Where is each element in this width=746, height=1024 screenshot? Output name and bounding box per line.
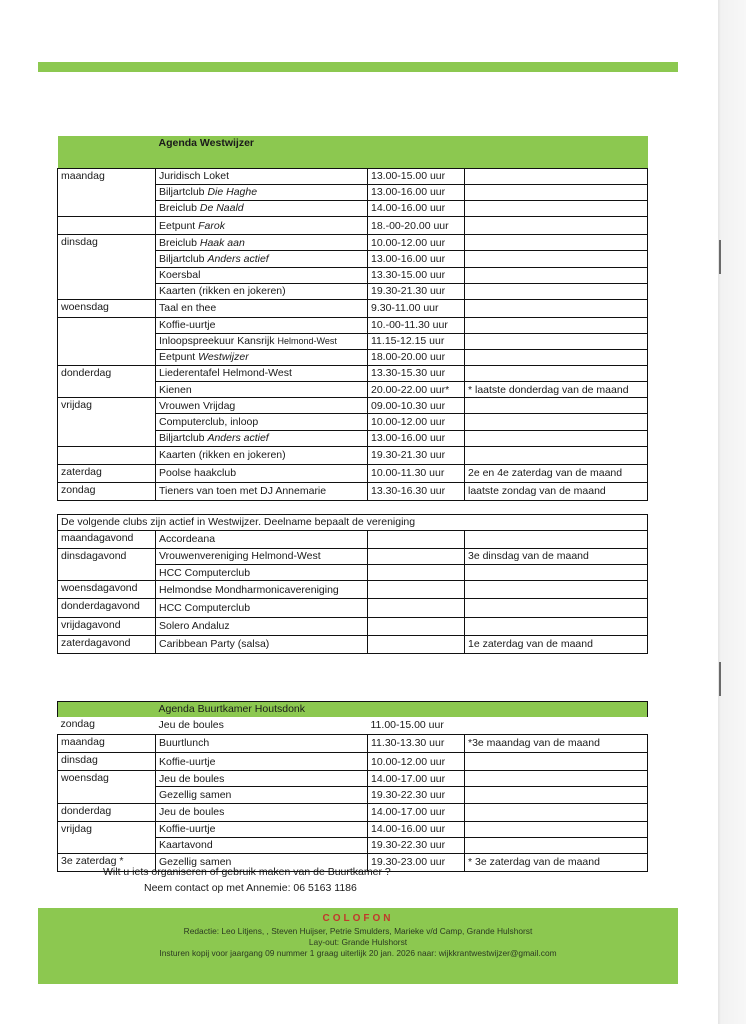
time-cell: 09.00-10.30 uur: [368, 398, 465, 414]
note-cell: [465, 837, 648, 853]
time-cell: 19.30-23.00 uur: [368, 853, 465, 871]
activity-cell: [156, 299, 368, 317]
activity-cell: [156, 430, 368, 446]
club-cell: Caribbean Party (salsa): [156, 635, 368, 653]
time-cell: 11.00-15.00 uur: [370, 719, 444, 732]
table-row: [58, 599, 648, 617]
binding-mark: [719, 240, 721, 274]
activity-name-italic: Die Haghe: [207, 186, 258, 199]
table-row: [58, 717, 648, 735]
note-cell: [465, 235, 648, 251]
day-cell: [58, 446, 156, 464]
page-edge: [718, 0, 746, 1024]
day-cell: dinsdag: [58, 235, 156, 299]
activity-name-italic: Anders actief: [207, 431, 269, 444]
activity-text: Eetpunt: [159, 351, 199, 364]
colofon-insturen: Insturen kopij voor jaargang 09 nummer 1 graag uiterlijk 20 jan. 2026 naar: wijkkrantwestwijzer@gmail.com: [159, 948, 557, 958]
activity-text: Breiclub: [159, 202, 200, 215]
activity-text: Biljartclub: [159, 252, 208, 265]
day-cell: dinsdag: [58, 753, 156, 771]
activity-text: Taal en thee: [159, 302, 217, 315]
colofon-layout: Lay-out: Grande Hulshorst: [308, 937, 408, 947]
note-cell: [465, 333, 648, 349]
activity-cell: [156, 382, 368, 398]
empty-cell: [368, 599, 465, 617]
activity-name-italic: Anders actief: [207, 252, 269, 265]
activity-cell: Jeu de boules: [156, 803, 368, 821]
activity-cell: [156, 201, 368, 217]
activity-name-italic: Farok: [198, 219, 225, 232]
day-cell: vrijdagavond: [58, 617, 156, 635]
time-cell: 11.15-12.15 uur: [368, 333, 465, 349]
activity-cell: Kaartavond: [156, 837, 368, 853]
time-cell: 13.30-15.30 uur: [368, 366, 465, 382]
club-cell: HCC Computerclub: [156, 565, 368, 581]
day-cell: woensdagavond: [58, 581, 156, 599]
club-cell: Helmondse Mondharmonicavereniging: [156, 581, 368, 599]
activity-cell: [156, 464, 368, 482]
note-cell: [465, 366, 648, 382]
day-cell: maandag: [58, 169, 156, 217]
table-header: [58, 136, 648, 169]
activity-cell: Koffie-uurtje: [156, 753, 368, 771]
table-row: [58, 549, 648, 565]
day-cell: maandagavond: [58, 531, 156, 549]
note-cell: [465, 803, 648, 821]
time-cell: 9.30-11.00 uur: [368, 299, 465, 317]
note-cell: [465, 201, 648, 217]
time-cell: 19.30-21.30 uur: [368, 446, 465, 464]
table-row: [58, 617, 648, 635]
activity-text: Poolse haakclub: [159, 466, 237, 479]
empty-cell: [368, 635, 465, 653]
activity-cell: [156, 414, 368, 430]
activity-text: Juridisch Loket: [159, 170, 230, 183]
activity-text: Breiclub: [159, 236, 200, 249]
activity-cell: [156, 251, 368, 267]
time-cell: 13.00-16.00 uur: [368, 185, 465, 201]
note-cell: [465, 217, 648, 235]
activity-name-italic: De Naald: [199, 202, 244, 215]
time-cell: 10.-00-11.30 uur: [368, 317, 465, 333]
note-cell: [465, 317, 648, 333]
time-cell: 20.00-22.00 uur*: [368, 382, 465, 398]
day-cell: zondag: [58, 482, 156, 500]
note-cell: [465, 350, 648, 366]
activity-cell: [156, 350, 368, 366]
note-cell: [465, 821, 648, 837]
note-cell: [465, 169, 648, 185]
empty-cell: [368, 531, 465, 549]
activity-cell: Buurtlunch: [156, 735, 368, 753]
activity-cell: [156, 398, 368, 414]
note-cell: 3e dinsdag van de maand: [465, 549, 648, 565]
note-cell: [465, 787, 648, 803]
activity-text: Tieners van toen met DJ Annemarie: [159, 485, 327, 498]
table-row: [58, 299, 648, 317]
table-row: [58, 581, 648, 599]
activity-cell: Gezellig samen: [156, 853, 368, 871]
activity-name-italic: Westwijzer: [198, 351, 249, 364]
table-row: [58, 635, 648, 653]
note-cell: laatste zondag van de maand: [465, 482, 648, 500]
time-cell: 13.00-15.00 uur: [368, 169, 465, 185]
day-cell: zaterdag: [58, 464, 156, 482]
activity-name-italic: Haak aan: [199, 236, 245, 249]
activity-cell: [156, 217, 368, 235]
activity-cell: [156, 446, 368, 464]
table-row: [58, 366, 648, 382]
activity-text: Biljartclub: [159, 431, 208, 444]
time-cell: 19.30-21.30 uur: [368, 283, 465, 299]
time-cell: 13.30-16.30 uur: [368, 482, 465, 500]
binding-mark: [719, 662, 721, 696]
time-cell: 18.-00-20.00 uur: [368, 217, 465, 235]
table-row: [58, 446, 648, 464]
note-cell: [465, 398, 648, 414]
note-cell: [465, 753, 648, 771]
club-cell: Accordeana: [156, 531, 368, 549]
day-cell: woensdag: [58, 771, 156, 803]
activity-cell: [156, 267, 368, 283]
note-cell: [465, 771, 648, 787]
note-cell: [465, 599, 648, 617]
activity-text: Biljartclub: [159, 186, 208, 199]
note-cell: [465, 717, 648, 735]
activity-cell: [156, 235, 368, 251]
note-cell: [465, 430, 648, 446]
header-green-bar: [38, 62, 678, 72]
note-cell: 2e en 4e zaterdag van de maand: [465, 464, 648, 482]
time-cell: 14.00-16.00 uur: [368, 201, 465, 217]
day-cell: [58, 217, 156, 235]
table-row: [58, 317, 648, 333]
activity-cell: Gezellig samen: [156, 787, 368, 803]
westwijzer-agenda-table: [57, 136, 648, 501]
time-cell: 11.30-13.30 uur: [368, 735, 465, 753]
activity-text: Kaarten (rikken en jokeren): [159, 284, 286, 297]
day-cell: donderdagavond: [58, 599, 156, 617]
activity-cell: [156, 482, 368, 500]
activity-location: Helmond-West: [277, 336, 337, 347]
buurtkamer-agenda-table: [57, 701, 648, 872]
note-cell: [465, 267, 648, 283]
westwijzer-title: Agenda Westwijzer: [156, 136, 368, 169]
note-cell: [465, 299, 648, 317]
table-row: [58, 531, 648, 549]
time-cell: 10.00-11.30 uur: [368, 464, 465, 482]
table-row: [58, 821, 648, 837]
day-cell: donderdag: [58, 803, 156, 821]
table-row: [58, 169, 648, 185]
activity-text: Koersbal: [159, 268, 201, 281]
buurtkamer-contact-info: Neem contact op met Annemie: 06 5163 1186: [144, 882, 357, 894]
note-cell: [465, 251, 648, 267]
time-cell: 13.00-16.00 uur: [368, 430, 465, 446]
time-cell: 19.30-22.30 uur: [368, 837, 465, 853]
note-cell: *3e maandag van de maand: [465, 735, 648, 753]
clubs-title: De volgende clubs zijn actief in Westwijzer. Deelname bepaalt de vereniging: [58, 515, 648, 531]
note-cell: [465, 185, 648, 201]
time-cell: 10.00-12.00 uur: [368, 235, 465, 251]
day-cell: maandag: [58, 735, 156, 753]
time-cell: 18.00-20.00 uur: [368, 350, 465, 366]
table-row: [58, 771, 648, 787]
day-cell: woensdag: [58, 299, 156, 317]
time-cell: 19.30-22.30 uur: [368, 787, 465, 803]
activity-cell: [156, 169, 368, 185]
table-row: [58, 803, 648, 821]
activity-cell: Jeu de boules: [156, 771, 368, 787]
note-cell: [465, 414, 648, 430]
activity-cell: Koffie-uurtje: [156, 821, 368, 837]
activity-text: Computerclub, inloop: [159, 415, 259, 428]
note-cell: [465, 531, 648, 549]
note-cell: [465, 581, 648, 599]
time-cell: 14.00-17.00 uur: [368, 803, 465, 821]
table-row: [58, 753, 648, 771]
empty-cell: [368, 565, 465, 581]
club-cell: Vrouwenvereniging Helmond-West: [156, 549, 368, 565]
day-cell: zondag: [60, 718, 95, 731]
activity-text: Liederentafel Helmond-West: [159, 367, 292, 380]
activity-cell: [156, 185, 368, 201]
activity-cell: [156, 333, 368, 349]
time-cell: 13.30-15.00 uur: [368, 267, 465, 283]
activity-text: Koffie-uurtje: [159, 319, 216, 332]
table-header: [58, 702, 648, 718]
day-cell: 3e zaterdag *: [58, 853, 156, 871]
activity-cell: [156, 283, 368, 299]
time-cell: 14.00-17.00 uur: [368, 771, 465, 787]
activity-text: Eetpunt: [159, 219, 199, 232]
table-row: [58, 735, 648, 753]
activity-text: Vrouwen Vrijdag: [159, 399, 236, 412]
table-row: [58, 235, 648, 251]
note-cell: [465, 446, 648, 464]
day-cell: vrijdag: [58, 821, 156, 853]
table-row: [58, 464, 648, 482]
note-cell: 1e zaterdag van de maand: [465, 635, 648, 653]
day-cell: vrijdag: [58, 398, 156, 446]
time-cell: 13.00-16.00 uur: [368, 251, 465, 267]
activity-text: Kaarten (rikken en jokeren): [159, 448, 286, 461]
table-row: [58, 482, 648, 500]
empty-cell: [368, 617, 465, 635]
day-cell: donderdag: [58, 366, 156, 398]
note-cell: [465, 617, 648, 635]
note-cell: * laatste donderdag van de maand: [465, 382, 648, 398]
time-cell: 14.00-16.00 uur: [368, 821, 465, 837]
note-cell: * 3e zaterdag van de maand: [465, 853, 648, 871]
clubs-table: [57, 514, 648, 654]
activity-cell: [156, 317, 368, 333]
empty-cell: [368, 549, 465, 565]
activity-text: Kienen: [159, 383, 192, 396]
table-row: [58, 398, 648, 414]
activity-cell: Jeu de boules: [158, 719, 224, 732]
club-cell: Solero Andaluz: [156, 617, 368, 635]
empty-cell: [368, 581, 465, 599]
colofon-redactie: Redactie: Leo Litjens, , Steven Huijser, Petrie Smulders, Marieke v/d Camp, Grande Hulshorst: [183, 926, 533, 936]
day-cell: [58, 317, 156, 365]
colofon-box: [38, 908, 678, 984]
buurtkamer-title: Agenda Buurtkamer Houtsdonk: [156, 702, 368, 718]
activity-text: Inloopspreekuur Kansrijk: [159, 335, 278, 348]
table-header: [58, 515, 648, 531]
note-cell: [465, 283, 648, 299]
colofon-title: COLOFON: [322, 913, 394, 924]
activity-cell: [156, 366, 368, 382]
table-row: [58, 217, 648, 235]
day-cell: zaterdagavond: [58, 635, 156, 653]
day-cell: dinsdagavond: [58, 549, 156, 581]
time-cell: 10.00-12.00 uur: [368, 414, 465, 430]
buurtkamer-contact-question: Wilt u iets organiseren of gebruik maken van de Buurtkamer ?: [103, 866, 391, 878]
note-cell: [465, 565, 648, 581]
club-cell: HCC Computerclub: [156, 599, 368, 617]
time-cell: 10.00-12.00 uur: [368, 753, 465, 771]
